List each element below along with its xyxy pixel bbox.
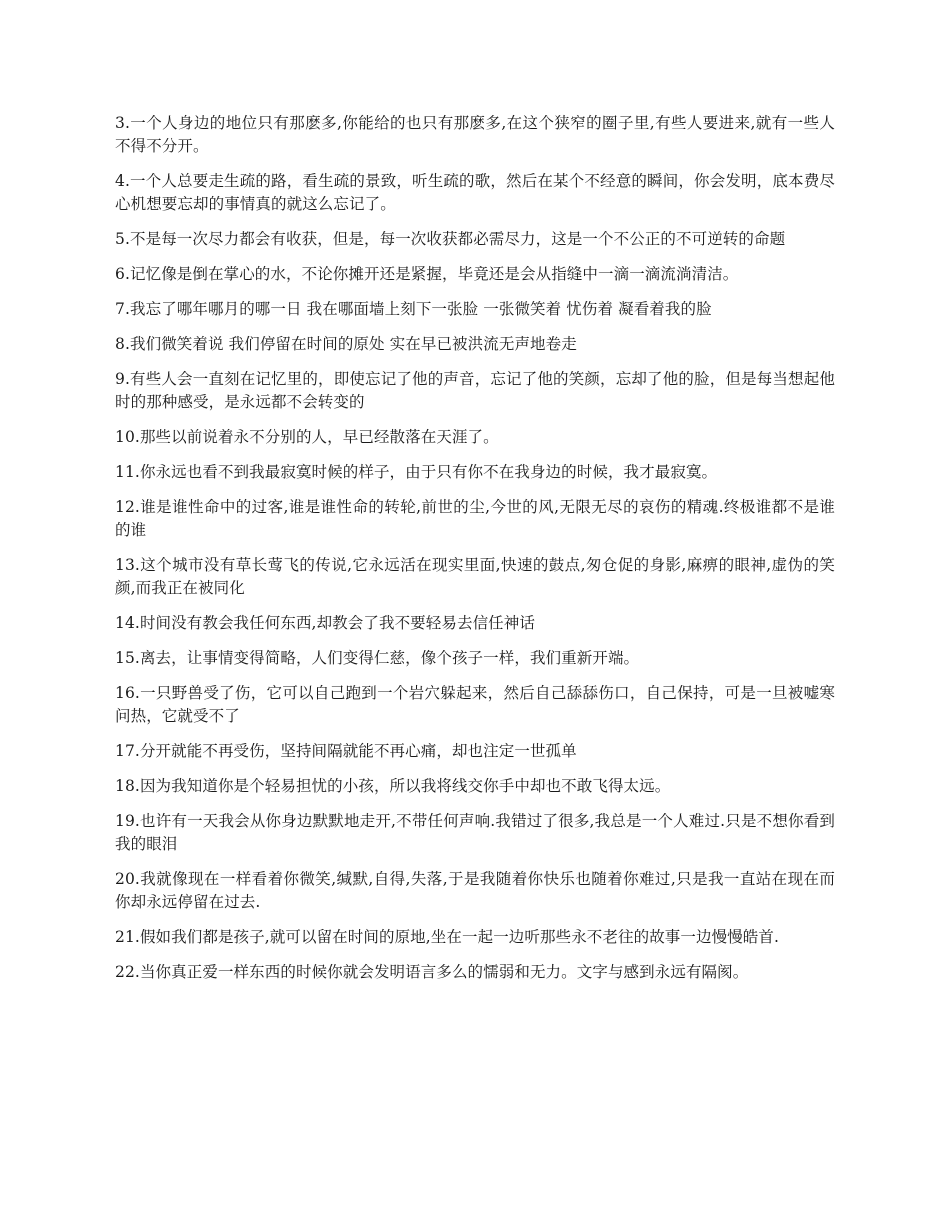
paragraph-4: 4.一个人总要走生疏的路，看生疏的景致，听生疏的歌，然后在某个不经意的瞬间，你会发明，底本费尽心机想要忘却的事情真的就这么忘记了。	[115, 172, 835, 213]
paragraph-11: 11.你永远也看不到我最寂寞时候的样子，由于只有你不在我身边的时候，我才最寂寞。	[115, 463, 718, 481]
paragraph-21: 21.假如我们都是孩子,就可以留在时间的原地,坐在一起一边听那些永不老往的故事一边慢慢皓首.	[115, 928, 780, 946]
paragraph-19: 19.也许有一天我会从你身边默默地走开,不带任何声响.我错过了很多,我总是一个人难过.只是不想你看到我的眼泪	[115, 812, 835, 853]
paragraph-16: 16.一只野兽受了伤，它可以自己跑到一个岩穴躲起来，然后自己舔舔伤口，自己保持，可是一旦被嘘寒问热，它就受不了	[115, 684, 835, 725]
paragraph-15: 15.离去，让事情变得简略，人们变得仁慈，像个孩子一样，我们重新开端。	[115, 649, 640, 667]
paragraph-18: 18.因为我知道你是个轻易担忧的小孩，所以我将线交你手中却也不敢飞得太远。	[115, 777, 671, 795]
paragraph-7: 7.我忘了哪年哪月的哪一日 我在哪面墙上刻下一张脸 一张微笑着 忧伤着 凝看着我的脸	[115, 300, 712, 318]
document-body	[115, 112, 835, 996]
paragraph-17: 17.分开就能不再受伤，坚持间隔就能不再心痛，却也注定一世孤单	[115, 742, 577, 760]
paragraph-9: 9.有些人会一直刻在记忆里的，即使忘记了他的声音，忘记了他的笑颜，忘却了他的脸，但是每当想起他时的那种感受，是永远都不会转变的	[115, 370, 835, 411]
paragraph-14: 14.时间没有教会我任何东西,却教会了我不要轻易去信任神话	[115, 614, 535, 632]
paragraph-12: 12.谁是谁性命中的过客,谁是谁性命的转轮,前世的尘,今世的风,无限无尽的哀伤的精魂.终极谁都不是谁的谁	[115, 498, 835, 539]
paragraph-8: 8.我们微笑着说 我们停留在时间的原处 实在早已被洪流无声地卷走	[115, 335, 577, 353]
paragraph-6: 6.记忆像是倒在掌心的水，不论你摊开还是紧握，毕竟还是会从指缝中一滴一滴流淌清洁。	[115, 265, 739, 283]
paragraph-22: 22.当你真正爱一样东西的时候你就会发明语言多么的懦弱和无力。文字与感到永远有隔阂。	[115, 963, 749, 981]
paragraph-3: 3.一个人身边的地位只有那麽多,你能给的也只有那麽多,在这个狭窄的圈子里,有些人要进来,就有一些人不得不分开。	[115, 114, 835, 155]
paragraph-10: 10.那些以前说着永不分别的人，早已经散落在天涯了。	[115, 428, 499, 446]
paragraph-20: 20.我就像现在一样看着你微笑,缄默,自得,失落,于是我随着你快乐也随着你难过,只是我一直站在现在而你却永远停留在过去.	[115, 870, 835, 911]
paragraph-13: 13.这个城市没有草长莺飞的传说,它永远活在现实里面,快速的鼓点,匆仓促的身影,麻痹的眼神,虚伪的笑颜,而我正在被同化	[115, 556, 835, 597]
paragraph-5: 5.不是每一次尽力都会有收获，但是，每一次收获都必需尽力，这是一个不公正的不可逆转的命题	[115, 230, 786, 248]
